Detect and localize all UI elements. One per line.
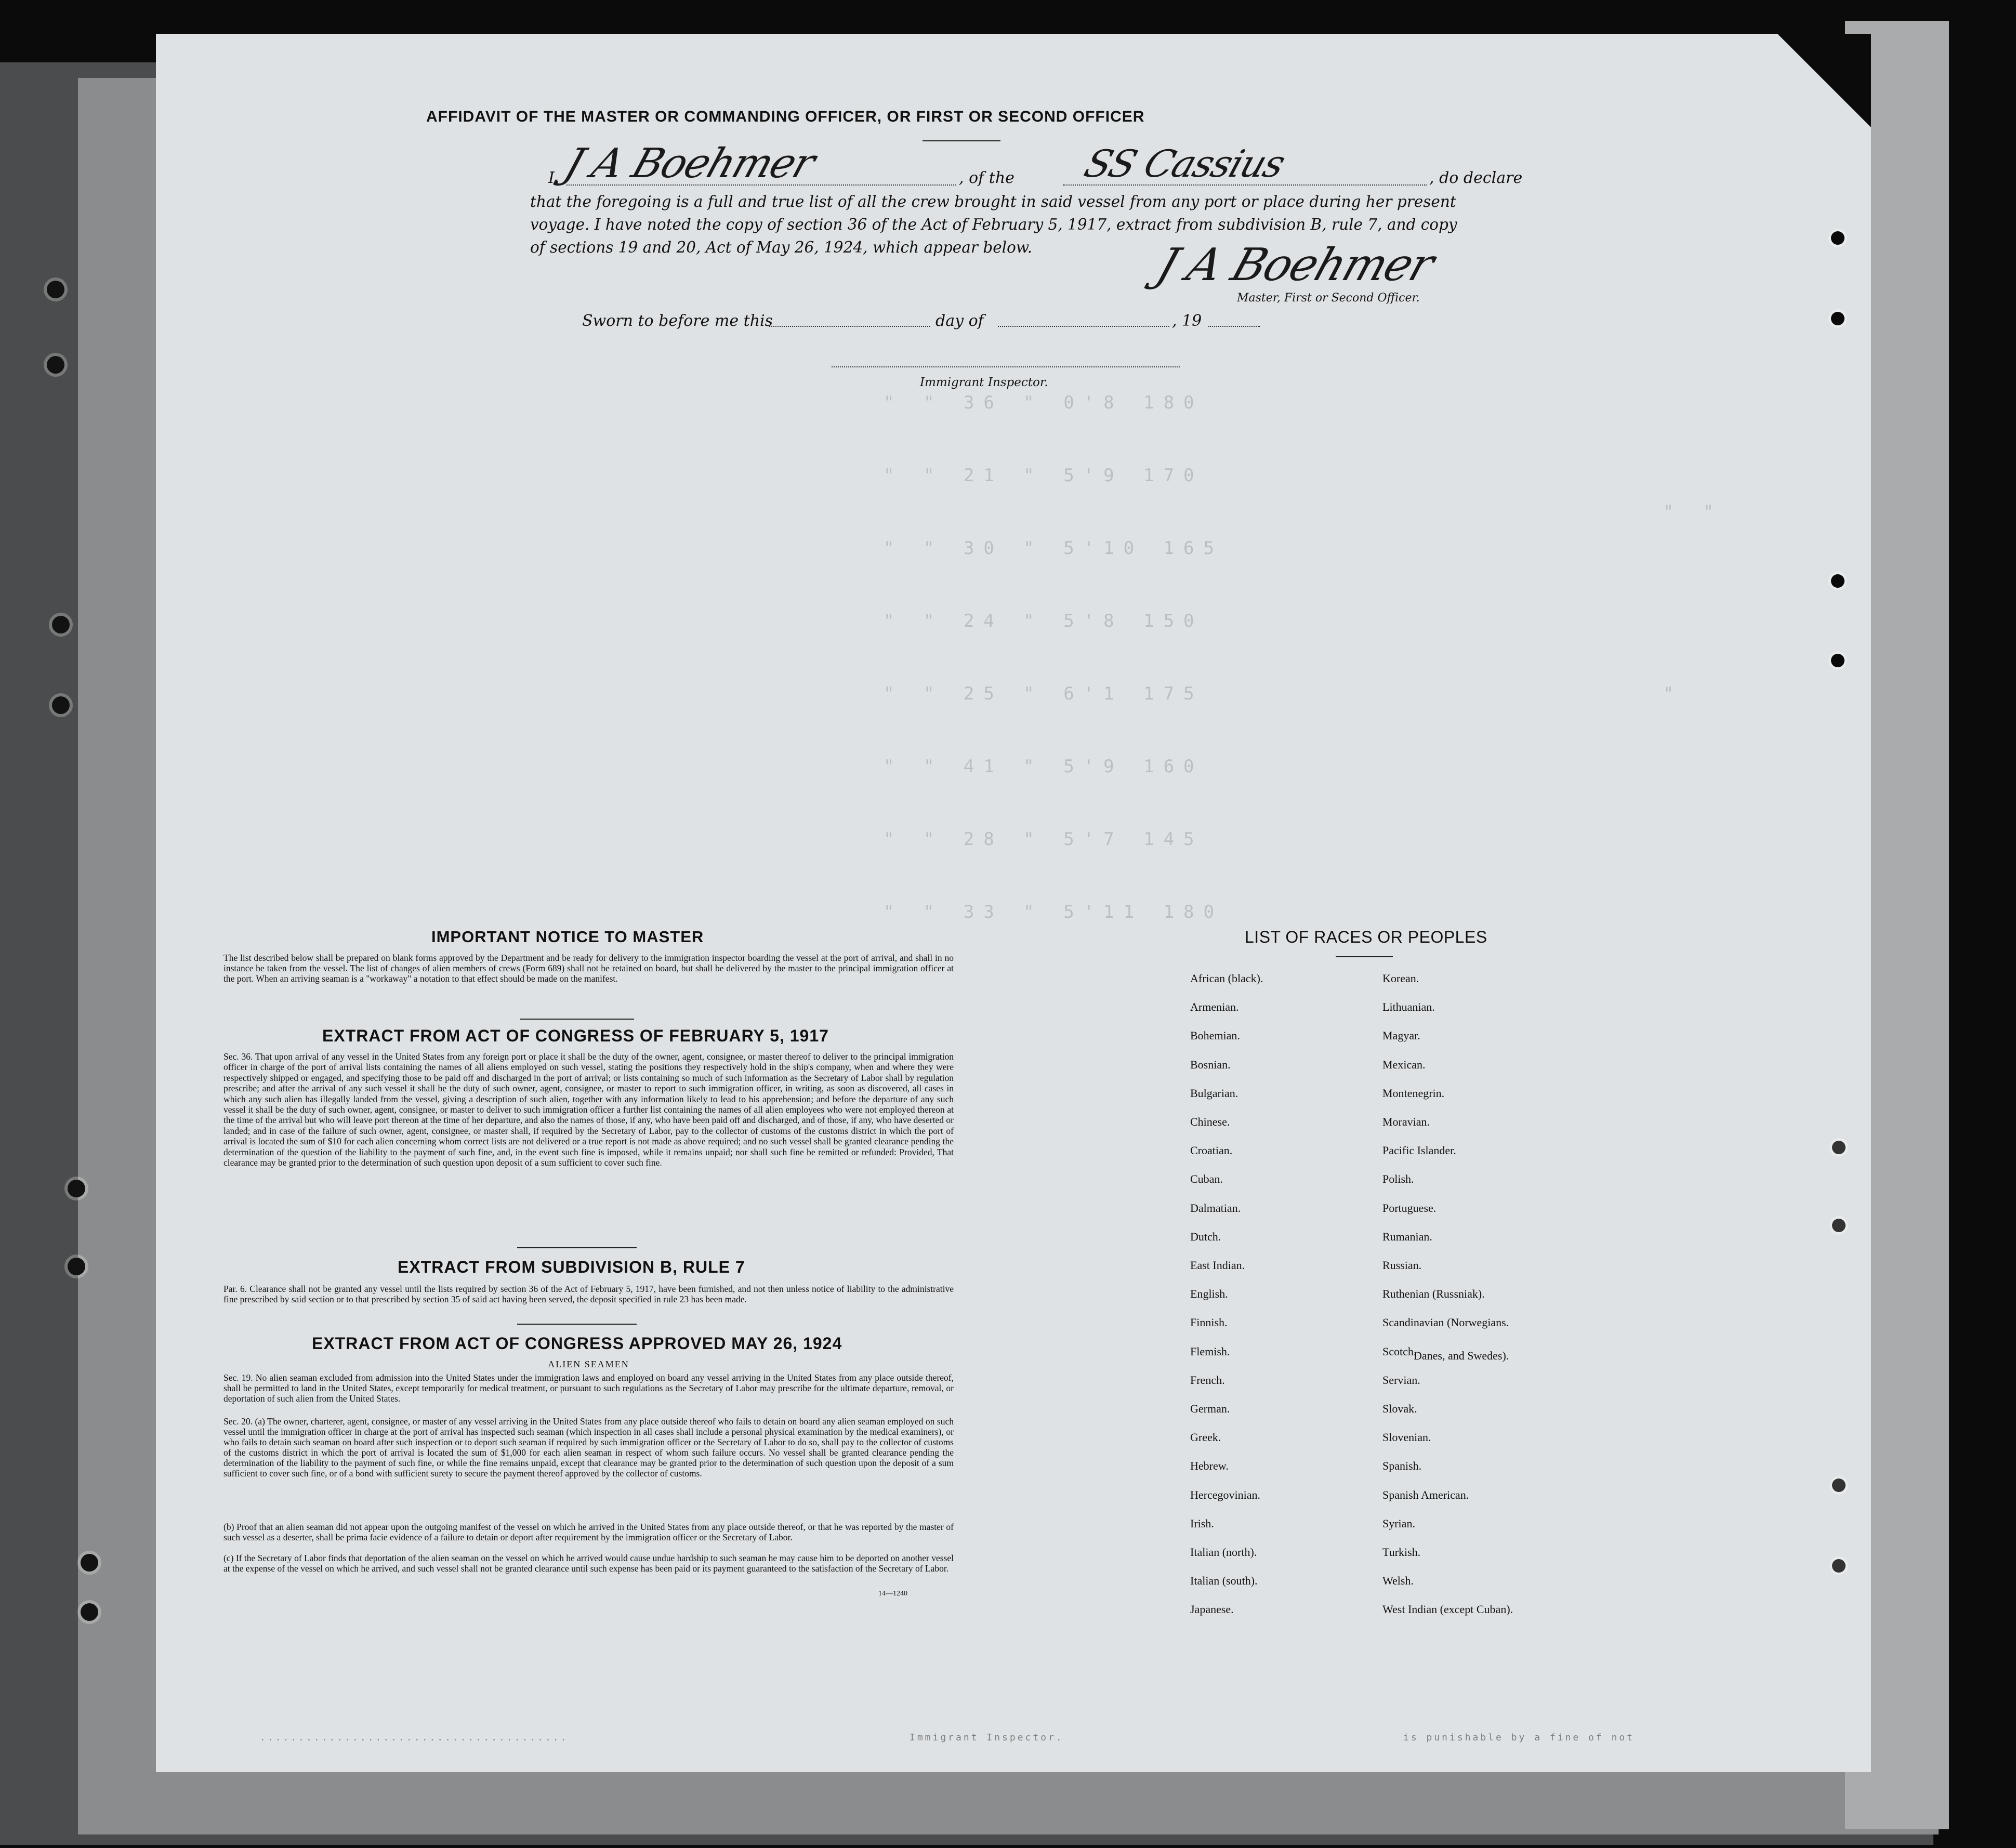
page-hole [1831, 574, 1844, 588]
race-item: Armenian. [1190, 1000, 1239, 1014]
divider [923, 140, 1000, 141]
race-item: Flemish. [1190, 1344, 1230, 1358]
page-hole [1832, 1479, 1846, 1492]
race-item: Mexican. [1382, 1058, 1426, 1071]
race-item: Montenegrin. [1382, 1086, 1445, 1100]
race-item: Slovenian. [1382, 1431, 1431, 1444]
races-title: LIST OF RACES OR PEOPLES [1245, 928, 1487, 946]
race-item: Chinese. [1190, 1115, 1230, 1128]
race-item: Dalmatian. [1190, 1201, 1241, 1215]
race-item-continuation: Danes, and Swedes). [1414, 1349, 1509, 1362]
race-item: English. [1190, 1287, 1228, 1301]
page-hole [1831, 312, 1844, 325]
declaration-mid: , of the [959, 169, 1014, 187]
affidavit-page: " " 36 " 0'8 180 " " 21 " 5'9 170 " " 30 " 5'10 165 " " 24 " 5'8 150 " " 25 " 6'1 175 " " 41 " 5'9 160 " " 28 " 5'7 145 " " 33 " 5'11 180 " " " AFFIDAVIT OF THE MASTER OR COMMANDING OFFICER, OR FIRST OR SECOND OFFICER I, J A Boehmer , of the SS Cassius , do declare that the foregoing is a full and true list of all the crew brought in said vessel from any port or place during her present voyage. I have noted the copy of section 36 of the Act of February 5, 1917, extract from subdivision B, rule 7, and copy of sections 19 and 20, Act of May 26, 1924, which appear below. J A Boehmer Master, First or Second Officer. Sworn to before me this day of , 19 Immigrant Inspector. IMPORTANT NOTICE TO MASTER The list described below shall be prepared on blank forms approved by the Department and be ready for delivery to the immigration inspector boarding the vessel at the port of arrival, and shall in no instance be taken from the vessel. The list of changes of alien members of crews (Form 689) shall not be retained on board, but shall be delivered by the master to the principal immigration officer at the port. When an arriving seaman is a "workaway" a notation to that effect should be made on the manifest. EXTRACT FROM ACT OF CONGRESS OF FEBRUARY 5, 1917 Sec. 36. That upon arrival of any vessel in the United States from any foreign port or place it shall be the duty of the owner, agent, consignee, or master thereof to deliver to the principal immigration officer in charge of the port of arrival lists containing the names of all aliens employed on such vessel, stating the positions they respectively hold in the ship's company, when and where they were respectively shipped or engaged, and specifying those to be paid off and discharged in the port of arrival; or lists containing so much of such information as the Secretary of Labor shall by regulation prescribe; and after the arrival of any such vessel it shall be the duty of such owner, agent, consignee, or master to report to such immigration officer, in writing, as soon as discovered, all cases in which any such alien has illegally landed from the vessel, giving a description of such alien, together with any information likely to lead to his apprehension; and before the departure of any such vessel it shall be the duty of such owner, agent, consignee, or master to deliver to such immigration officer a further list containing the names of all alien employees who were not employed thereon at the time of the arrival but who will leave port thereon at the time of her departure, and also the names of those, if any, who have been paid off and discharged, and of those, if any, who have deserted or landed; and in case of the failure of such owner, agent, consignee, or master shall, if required by the Secretary of Labor, pay to the collector of customs of the customs district in which the port of arrival is located the sum of $10 for each alien concerning whom correct lists are not delivered or a true report is not made as above required; and no such vessel shall be granted clearance pending the determination of the question of the liability to the payment of such fine, and, in the event such fine is imposed, while it remains unpaid; nor shall such fine be remitted or refunded: Provided, That clearance may be granted prior to the determination of such question upon deposit of a sum sufficient to cover such fine. EXTRACT FROM SUBDIVISION B, RULE 7 Par. 6. Clearance shall not be granted any vessel until the lists required by section 36 of the Act of February 5, 1917, have been furnished, and not then unless notice of liability to the administrative fine prescribed by said section or to that prescribed by section 35 of said act having been served, the deposit specified in rule 23 has been made. EXTRACT FROM ACT OF CONGRESS APPROVED MAY 26, 1924 ALIEN SEAMEN Sec. 19. No alien seaman excluded from admission into the United States under the immigration laws and employed on board any vessel arriving in the United States from any place outside thereof, shall be permitted to land in the United States, except temporarily for medical treatment, or pursuant to such regulations as the Secretary of Labor may prescribe for the ultimate departure, removal, or deportation of such alien from the United States. Sec. 20. (a) The owner, charterer, agent, consignee, or master of any vessel arriving in the United States from any place outside thereof who fails to detain on board any alien seaman employed on such vessel until the immigration officer in charge at the port of arrival has inspected such seaman (which inspection in all cases shall include a personal physical examination by the medical examiners), or who fails to detain such seaman on board after such inspection or to deport such seaman if required by such immigration officer or the Secretary of Labor to do so, shall pay to the collector of customs of the customs district in which the port of arrival is located the sum of $1,000 for each alien seaman in respect of whom such failure occurs. No vessel shall be granted clearance pending the determination of the liability to the payment of such fine, or while the fine remains unpaid, except that clearance may be granted prior to the determination of such question upon the deposit of a sum sufficient to cover such fine, or of a bond with sufficient surety to secure the payment thereof approved by the collector of customs. (b) Proof that an alien seaman did not appear upon the outgoing manifest of the vessel on which he arrived in the United States from any place outside thereof, or that he was reported by the master of such vessel as a deserter, shall be prima facie evidence of a failure to detain or deport after requirement by the immigration officer or the Secretary of Labor. (c) If the Secretary of Labor finds that deportation of the alien seaman on the vessel on which he arrived would cause undue hardship to such seaman he may cause him to be deported on another vessel at the expense of the vessel on which he arrived, and such vessel shall not be granted clearance until such expense has been paid or its payment guaranteed to the satisfaction of the Secretary of Labor. 14—1240 LIST OF RACES OR PEOPLES African (black). Armenian. Bohemian. Bosnian. Bulgarian. Chinese. Croatian. Cuban. Dalmatian. Dutch. East Indian. English. Finnish. Flemish. French. German. Greek. Hebrew. Hercegovinian. Irish. Italian (north). Italian (south). Japanese. Korean. Lithuanian. Magyar. Mexican. Montenegrin. Moravian. Pacific Islander. Polish. Portuguese. Rumanian. Russian. Ruthenian (Russniak). Scandinavian (Norwegians. Scotch. Servian. Slovak. Slovenian. Spanish. Spanish American. Syrian. Turkish. Welsh. West Indian (except Cuban). Danes, and Swedes). ........................................ Immigrant Inspector. is punishable by a fine of not [156, 34, 1871, 1772]
declaration-line-3: voyage. I have noted the copy of section 36 of the Act of February 5, 1917, extract from subdivision B, rule 7, and copy [530, 216, 1457, 233]
divider [517, 1324, 637, 1325]
race-item: Italian (north). [1190, 1546, 1257, 1559]
binder-hole [52, 696, 70, 714]
page-hole [1832, 1219, 1846, 1232]
declaration-suffix: , do declare [1429, 169, 1523, 187]
binder-hole [81, 1554, 98, 1572]
declaration-line-2: that the foregoing is a full and true list of all the crew brought in said vessel from any port or place during her present [530, 193, 1456, 210]
race-item: French. [1190, 1373, 1225, 1387]
extract-rule7-text: Par. 6. Clearance shall not be granted any vessel until the lists required by section 36 of the Act of February 5, 1917, have been furnished, and not then unless notice of liability to the administrative fine prescribed by said section or to that prescribed by section 35 of said act having been served, the deposit specified in rule 23 has been made. [223, 1284, 954, 1304]
race-item: Spanish. [1382, 1459, 1422, 1473]
master-signature: J A Boehmer [1150, 239, 1440, 291]
race-item: Slovak. [1382, 1402, 1417, 1415]
race-item: Servian. [1382, 1373, 1420, 1387]
race-item: Croatian. [1190, 1144, 1233, 1157]
race-item: Portuguese. [1382, 1201, 1437, 1215]
extract-1917-title: EXTRACT FROM ACT OF CONGRESS OF FEBRUARY 5, 1917 [322, 1026, 829, 1045]
binder-hole [47, 281, 64, 298]
page-hole [1831, 231, 1844, 245]
divider [520, 1019, 634, 1020]
race-item: German. [1190, 1402, 1230, 1415]
race-item: Japanese. [1190, 1603, 1234, 1616]
notice-text: The list described below shall be prepared on blank forms approved by the Department and be ready for delivery to the immigration inspector boarding the vessel at the port of arrival, and shall in no instance be taken from the vessel. The list of changes of alien members of crews (Form 689) shall not be retained on board, but shall be delivered by the master to the principal immigration officer at the port. When an arriving seaman is a "workaway" a notation to that effect should be made on the manifest. [223, 953, 954, 984]
page-hole [1831, 654, 1844, 667]
extract-1924-sec20b: (b) Proof that an alien seaman did not appear upon the outgoing manifest of the vessel on which he arrived in the United States from any place outside thereof, or that he was reported by the master of such vessel as a deserter, shall be prima facie evidence of a failure to detain or deport after requirement by the immigration officer or the Secretary of Labor. [223, 1522, 954, 1542]
race-item: Welsh. [1382, 1574, 1414, 1588]
race-item: Magyar. [1382, 1029, 1420, 1042]
sworn-mid: day of [935, 312, 984, 330]
race-item: Dutch. [1190, 1230, 1221, 1243]
race-item: Moravian. [1382, 1115, 1430, 1128]
notice-title: IMPORTANT NOTICE TO MASTER [431, 928, 704, 946]
extract-1924-sec20a: Sec. 20. (a) The owner, charterer, agent, consignee, or master of any vessel arriving in the United States from any place outside thereof who fails to detain on board any alien seaman employed on such vessel until the immigration officer in charge at the port of arrival has inspected such seaman (which inspection in all cases shall include a personal physical examination by the medical examiners), or who fails to detain such seaman on board after such inspection or to deport such seaman if required by such immigration officer or the Secretary of Labor to do so, shall pay to the collector of customs of the customs district in which the port of arrival is located the sum of $1,000 for each alien seaman in respect of whom such failure occurs. No vessel shall be granted clearance pending the determination of the liability to the payment of such fine, or while the fine remains unpaid, except that clearance may be granted prior to the determination of such question upon the deposit of a sum sufficient to cover such fine, or of a bond with sufficient surety to secure the payment thereof approved by the collector of customs. [223, 1416, 954, 1479]
sworn-prefix: Sworn to before me this [582, 312, 773, 330]
binder-hole [68, 1180, 85, 1197]
race-item: Scotch. [1382, 1344, 1417, 1358]
binder-hole [68, 1258, 85, 1275]
race-item: Rumanian. [1382, 1230, 1432, 1243]
race-item: Hebrew. [1190, 1459, 1229, 1473]
divider [517, 1247, 637, 1248]
extract-1917-text: Sec. 36. That upon arrival of any vessel in the United States from any foreign port or place it shall be the duty of the owner, agent, consignee, or master thereof to deliver to the principal immigration officer in charge of the port of arrival lists containing the names of all aliens employed on such vessel, stating the positions they respectively hold in the ship's company, when and where they were respectively shipped or engaged, and specifying those to be paid off and discharged in the port of arrival; or lists containing so much of such information as the Secretary of Labor shall by regulation prescribe; and after the arrival of any such vessel it shall be the duty of such owner, agent, consignee, or master to report to such immigration officer, in writing, as soon as discovered, all cases in which any such alien has illegally landed from the vessel, giving a description of such alien, together with any information likely to lead to his apprehension; and before the departure of any such vessel it shall be the duty of such owner, agent, consignee, or master to deliver to such immigration officer a further list containing the names of all alien employees who were not employed thereon at the time of the arrival but who will leave port thereon at the time of her departure, and also the names of those, if any, who have been paid off and discharged, and of those, if any, who have deserted or landed; and in case of the failure of such owner, agent, consignee, or master shall, if required by the Secretary of Labor, pay to the collector of customs of the customs district in which the port of arrival is located the sum of $10 for each alien concerning whom correct lists are not delivered or a true report is not made as above required; and no such vessel shall be granted clearance pending the determination of the question of the liability to the payment of such fine, and, in the event such fine is imposed, while it remains unpaid; nor shall such fine be remitted or refunded: Provided, That clearance may be granted prior to the determination of such question upon deposit of a sum sufficient to cover such fine. [223, 1051, 954, 1168]
race-item: Turkish. [1382, 1546, 1421, 1559]
race-item: Bosnian. [1190, 1058, 1231, 1071]
extract-1924-sec20c: (c) If the Secretary of Labor finds that deportation of the alien seaman on the vessel on which he arrived would cause undue hardship to such seaman he may cause him to be deported on another vessel at the expense of the vessel on which he arrived, and such vessel shall not be granted clearance until such expense has been paid or its payment guaranteed to the satisfaction of the Secretary of Labor. [223, 1553, 954, 1574]
race-item: West Indian (except Cuban). [1382, 1603, 1513, 1616]
divider [1336, 956, 1393, 957]
page-hole [1832, 1141, 1846, 1154]
master-caption: Master, First or Second Officer. [1237, 292, 1420, 305]
binder-hole [52, 616, 70, 633]
race-item: Hercegovinian. [1190, 1488, 1260, 1501]
master-signature-inline: J A Boehmer [559, 140, 820, 187]
race-item: Lithuanian. [1382, 1000, 1435, 1014]
race-item: Irish. [1190, 1516, 1214, 1530]
extract-1924-sec19: Sec. 19. No alien seaman excluded from admission into the United States under the immigration laws and employed on board any vessel arriving in the United States from any place outside thereof, shall be permitted to land in the United States, except temporarily for medical treatment, or pursuant to such regulations as the Secretary of Labor may prescribe for the ultimate departure, removal, or deportation of such alien from the United States. [223, 1372, 954, 1404]
binder-hole [81, 1603, 98, 1621]
affidavit-title: AFFIDAVIT OF THE MASTER OR COMMANDING OFFICER, OR FIRST OR SECOND OFFICER [426, 108, 1145, 125]
race-item: Italian (south). [1190, 1574, 1258, 1588]
race-item: Polish. [1382, 1172, 1414, 1186]
inspector-caption: Immigrant Inspector. [920, 376, 1048, 389]
declaration-prefix: I, [548, 169, 560, 187]
race-item: Finnish. [1190, 1316, 1228, 1329]
race-item: Greek. [1190, 1431, 1221, 1444]
declaration-line-4: of sections 19 and 20, Act of May 26, 1924, which appear below. [530, 239, 1032, 256]
race-item: East Indian. [1190, 1259, 1245, 1272]
race-item: Cuban. [1190, 1172, 1223, 1186]
race-item: Bulgarian. [1190, 1086, 1238, 1100]
sworn-suffix: , 19 [1172, 312, 1202, 330]
race-item: African (black). [1190, 972, 1263, 985]
extract-rule7-title: EXTRACT FROM SUBDIVISION B, RULE 7 [398, 1258, 745, 1276]
race-item: Pacific Islander. [1382, 1144, 1456, 1157]
vessel-name-handwritten: SS Cassius [1079, 142, 1290, 186]
race-item: Syrian. [1382, 1516, 1415, 1530]
race-item: Spanish American. [1382, 1488, 1469, 1501]
race-item: Scandinavian (Norwegians. [1382, 1316, 1509, 1329]
race-item: Russian. [1382, 1259, 1422, 1272]
race-item: Bohemian. [1190, 1029, 1240, 1042]
form-number: 14—1240 [878, 1590, 907, 1598]
race-item: Ruthenian (Russniak). [1382, 1287, 1485, 1301]
page-hole [1832, 1559, 1846, 1573]
torn-corner [1777, 34, 1871, 127]
extract-1924-title: EXTRACT FROM ACT OF CONGRESS APPROVED MAY 26, 1924 [312, 1334, 842, 1353]
extract-1924-subtitle: ALIEN SEAMEN [548, 1359, 629, 1369]
race-item: Korean. [1382, 972, 1419, 985]
binder-hole [47, 356, 64, 374]
